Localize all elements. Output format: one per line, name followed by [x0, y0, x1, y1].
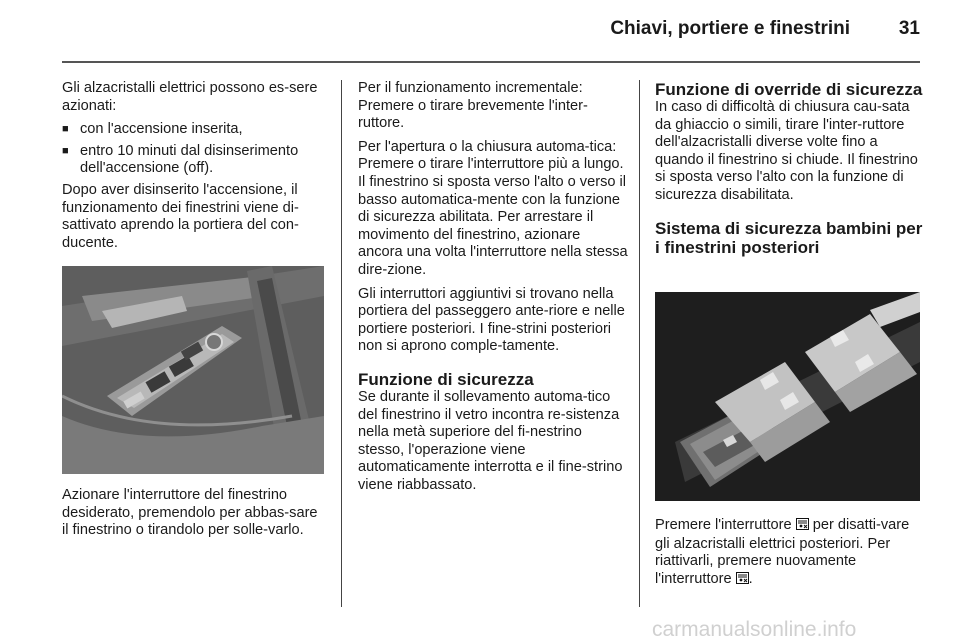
automatic-paragraph: Per l'apertura o la chiusura automa-tica: Premere o tirare l'interruttore più a lungo. Il finestrino si sposta verso l'alto o verso il basso automatica-mente con la funzione di sicurezza abilitata. Per arrestare il movimento del finestrino, azionare ancora una volta l'interruttore nella stessa dire-zione. — [358, 138, 628, 278]
square-bullet-icon: ■ — [62, 144, 69, 157]
bullet-text: con l'accensione inserita, — [80, 121, 243, 138]
page-header-title: Chiavi, portiere e finestrini — [610, 18, 850, 39]
column-left — [62, 80, 327, 258]
child-safety-text-a: Premere l'interruttore — [655, 517, 792, 533]
child-safety-text-c: . — [748, 570, 753, 587]
column-divider — [639, 80, 640, 607]
child-safety-heading: Sistema di sicurezza bambini per i finestrini posteriori — [655, 218, 923, 257]
intro-paragraph: Gli alzacristalli elettrici possono es-sere azionati: — [62, 80, 318, 114]
child-safety-text-b: per disatti-vare gli alzacristalli elettrici posteriori. Per riattivarli, premere nuovamente l'interruttore — [655, 517, 910, 587]
safety-heading: Funzione di sicurezza — [358, 369, 534, 389]
bullet-item — [62, 143, 327, 178]
bullet-text: entro 10 minuti dal disinserimento dell'accensione (off). — [80, 142, 299, 177]
override-paragraph: In caso di difficoltà di chiusura cau-sata da ghiaccio o simili, tirare l'inter-ruttore dell'alzacristalli diverse volte fino a quando il finestrino si chiude. Il finestrino si sposta verso l'alto con la funzione di sicurezza disabilitata. — [655, 99, 918, 203]
column-divider — [341, 80, 342, 607]
incremental-paragraph: Per il funzionamento incrementale: Premere o tirare brevemente l'inter-ruttore. — [358, 80, 588, 132]
child-lock-window-icon — [736, 572, 749, 590]
door-panel-illustration — [62, 266, 324, 474]
override-heading: Funzione di override di sicurezza — [655, 80, 923, 99]
page-number: 31 — [898, 18, 920, 39]
switch-panel-illustration — [655, 292, 920, 501]
photo-caption: Azionare l'interruttore del finestrino desiderato, premendolo per abbas-sare il finestrino o tirandolo per solle-varlo. — [62, 487, 318, 539]
bullet-item — [62, 121, 327, 139]
child-lock-window-icon — [796, 518, 809, 536]
window-switch-door-photo — [62, 266, 324, 474]
header-divider — [62, 61, 920, 63]
watermark: carmanualsonline.info — [652, 618, 857, 641]
column-middle — [358, 80, 628, 500]
column-right — [655, 80, 923, 257]
safety-paragraph: Se durante il sollevamento automa-tico del finestrino il vetro incontra re-sistenza nella metà superiore del fi-nestrino stesso, l'operazione viene automaticamente interrotta e il fine-strino viene riabbassato. — [358, 388, 623, 493]
square-bullet-icon: ■ — [62, 123, 69, 136]
ignition-paragraph: Dopo aver disinserito l'accensione, il funzionamento dei finestrini viene di-sattivato aprendo la portiera del con-ducente. — [62, 181, 299, 251]
child-safety-paragraph — [655, 517, 923, 589]
additional-switches-paragraph: Gli interruttori aggiuntivi si trovano nella portiera del passeggero ante-riore e nelle portiere posteriori. I fine-strini posteriori non si aprono comple-tamente. — [358, 285, 625, 355]
rear-window-lock-switch-photo — [655, 292, 920, 501]
